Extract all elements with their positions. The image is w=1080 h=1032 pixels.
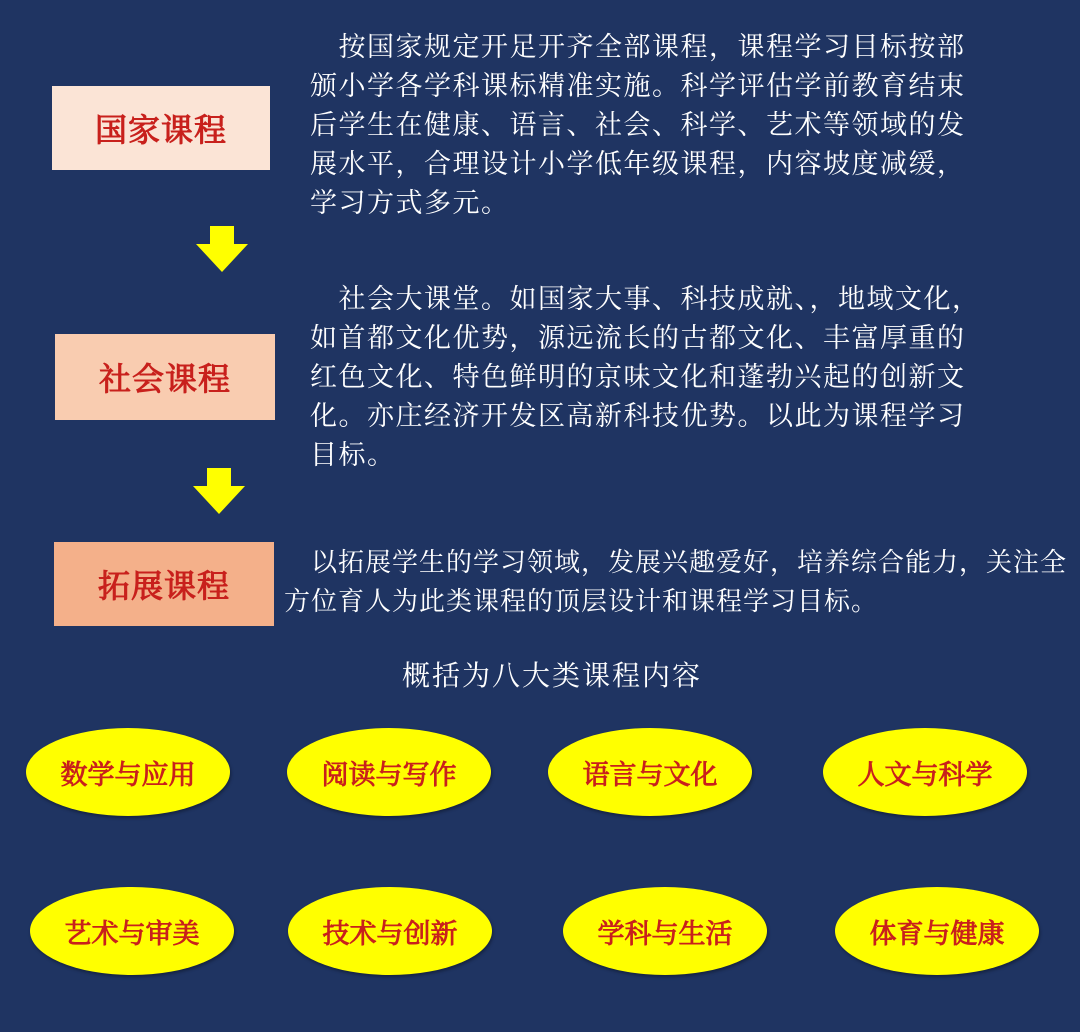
category-oval: 技术与创新 — [288, 887, 492, 975]
category-oval: 体育与健康 — [835, 887, 1039, 975]
category-oval: 人文与科学 — [823, 728, 1027, 816]
course-description-social: 社会大课堂。如国家大事、科技成就、，地域文化，如首都文化优势，源远流长的古都文化、丰富厚重的红色文化、特色鲜明的京味文化和蓬勃兴起的创新文化。亦庄经济开发区高新科技优势。以此为课程学习目标。 — [310, 284, 981, 471]
course-description-extension: 以拓展学生的学习领域，发展兴趣爱好，培养综合能力，关注全方位育人为此类课程的顶层设计和课程学习目标。 — [284, 548, 1068, 617]
category-oval: 数学与应用 — [26, 728, 230, 816]
course-description-national: 按国家规定开足开齐全部课程，课程学习目标按部颁小学各学科课标精准实施。科学评估学前教育结束后学生在健康、语言、社会、科学、艺术等领域的发展水平，合理设计小学低年级课程，内容坡度减缓，学习方式多元。 — [310, 32, 966, 219]
down-arrow-icon — [193, 468, 245, 514]
summary-text: 概括为八大类课程内容 — [401, 659, 702, 692]
down-arrow-icon — [196, 226, 248, 272]
course-box-social — [55, 334, 275, 420]
category-oval: 语言与文化 — [548, 728, 752, 816]
course-title-extension: 拓展课程 — [97, 567, 230, 605]
category-oval: 阅读与写作 — [287, 728, 491, 816]
category-oval: 学科与生活 — [563, 887, 767, 975]
course-box-national — [52, 86, 270, 170]
summary-heading — [0, 654, 1080, 694]
course-box-extension — [54, 542, 274, 626]
course-title-social: 社会课程 — [98, 360, 231, 398]
course-title-national: 国家课程 — [94, 111, 227, 149]
category-oval: 艺术与审美 — [30, 887, 234, 975]
